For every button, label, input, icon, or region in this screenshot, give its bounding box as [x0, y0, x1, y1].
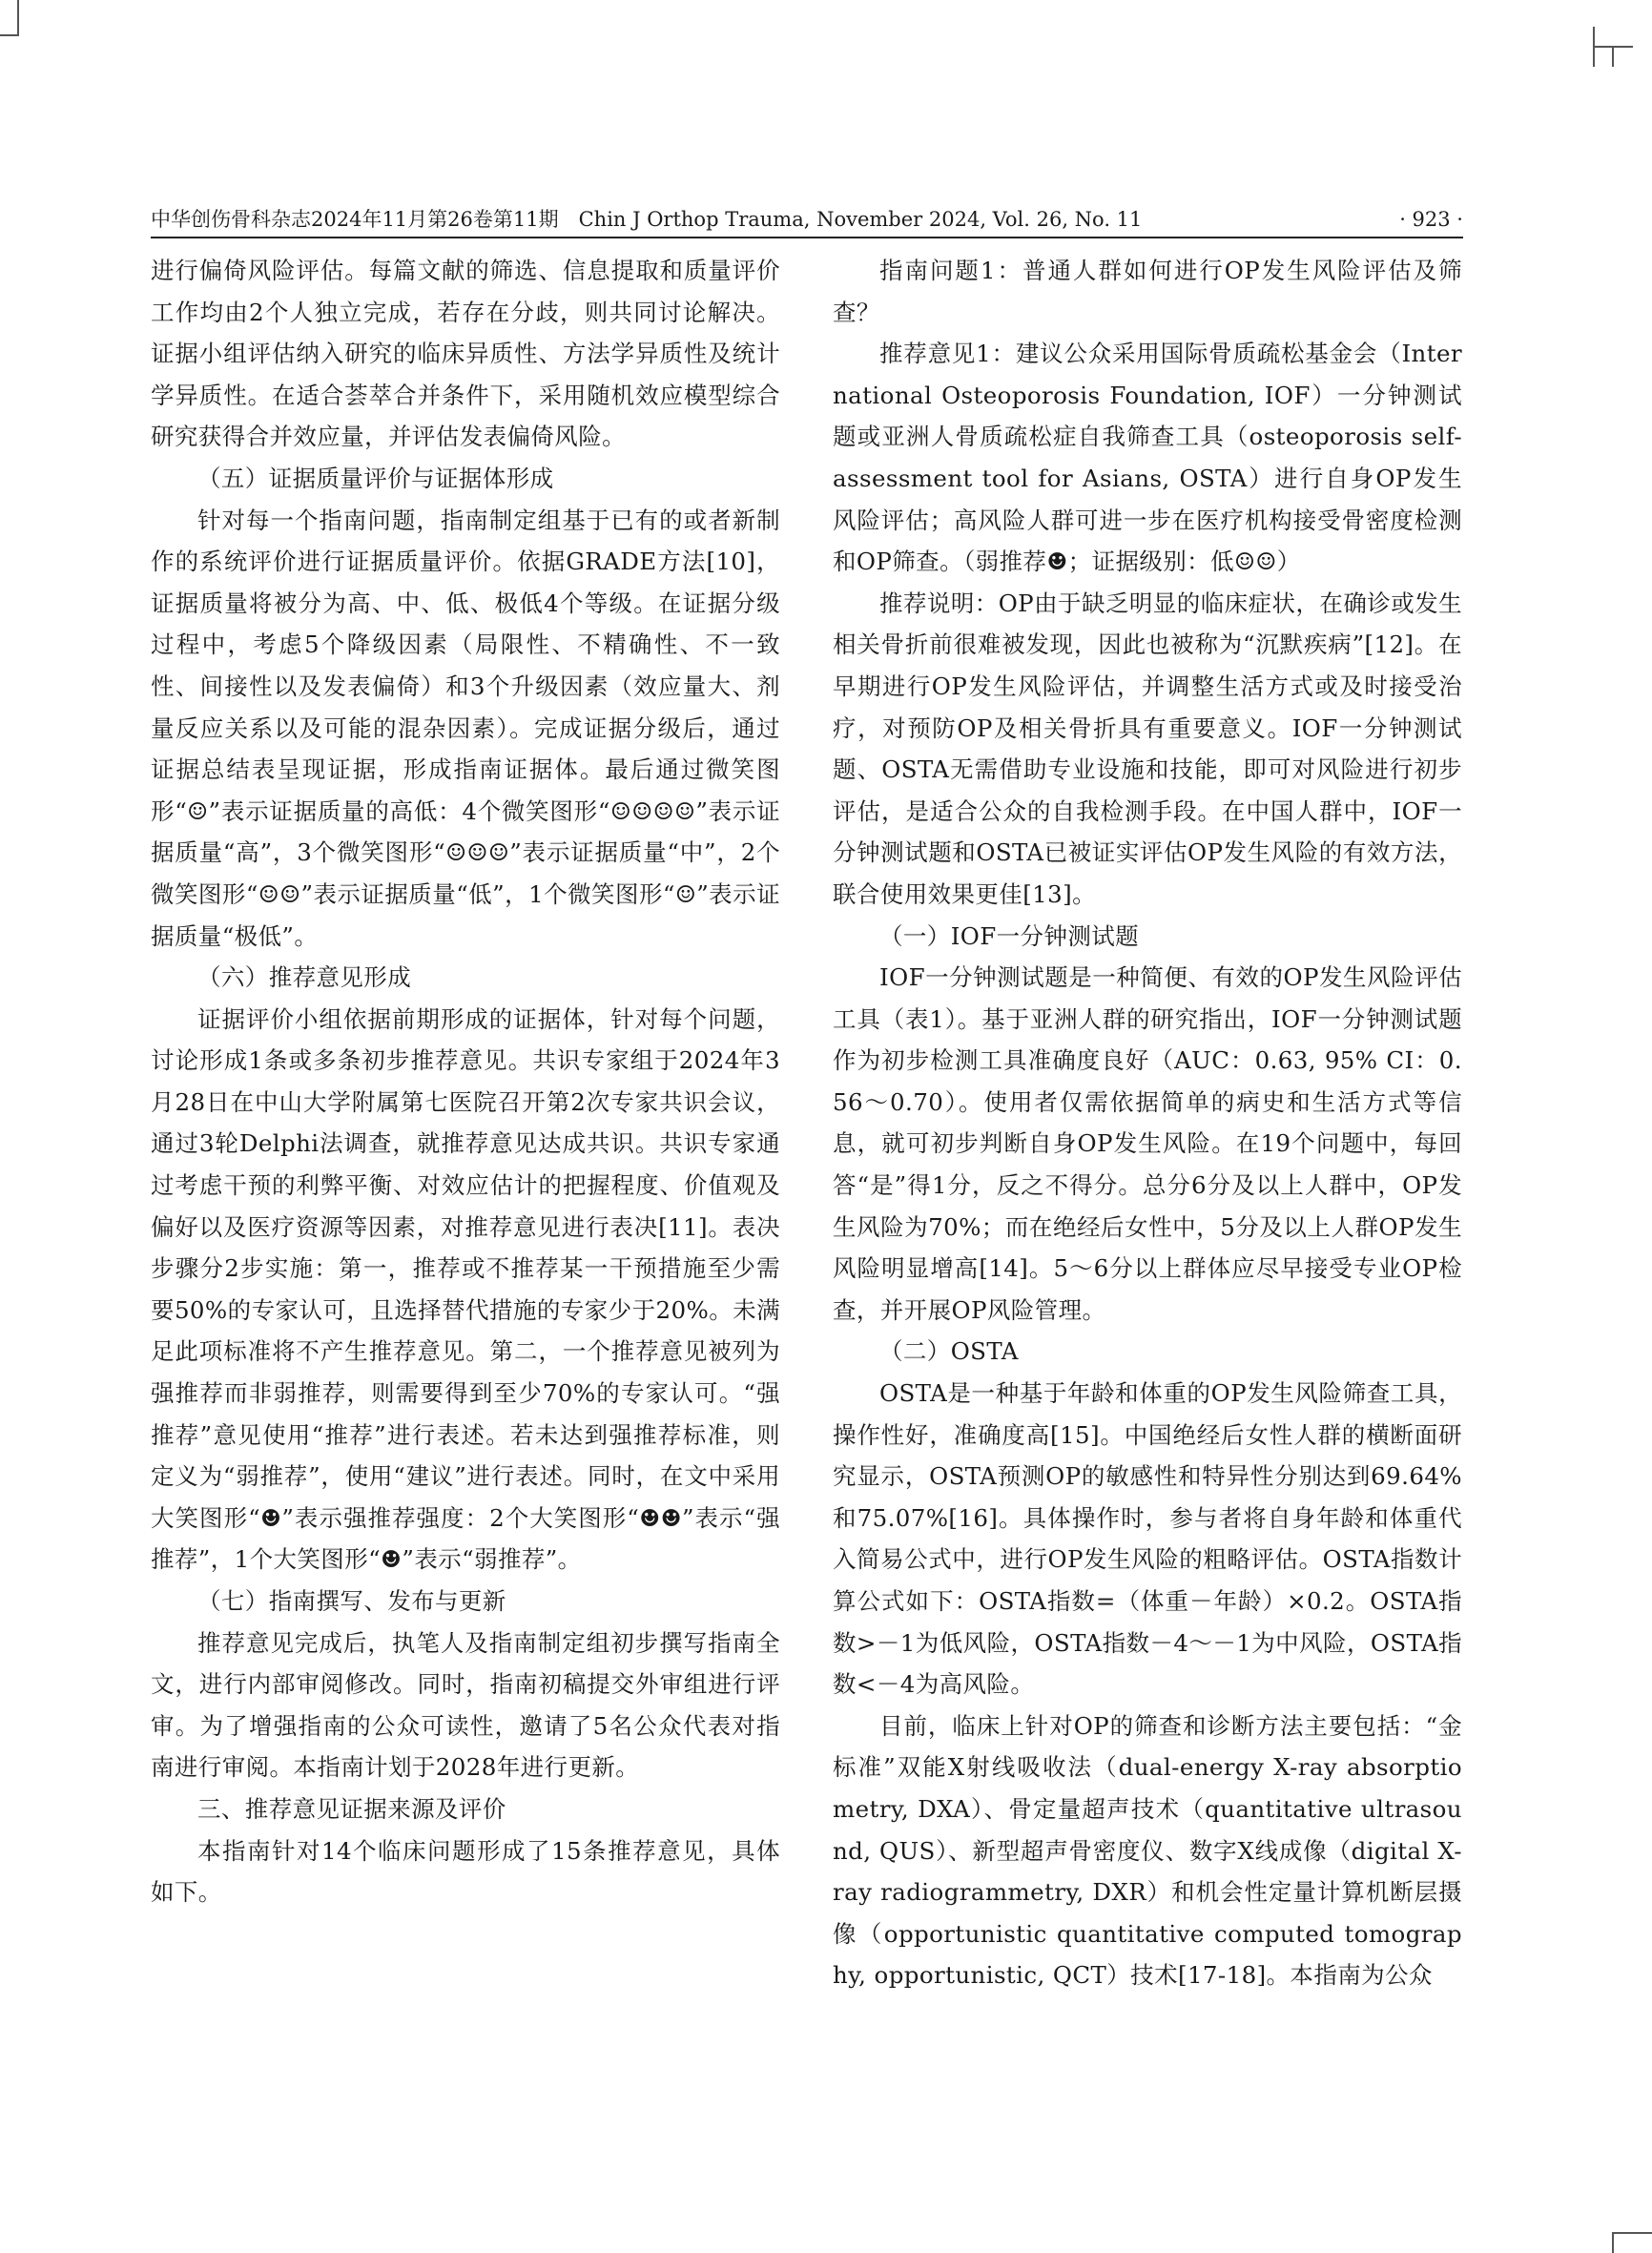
right-paragraph: OSTA是一种基于年龄和体重的OP发生风险筛查工具，操作性好，准确度高[15]。中国绝经后女性人群的横断面研究显示，OSTA预测OP的敏感性和特异性分别达到69.64%和75.07%[16]。具体操作时，参与者将自身年龄和体重代入简易公式中，进行OP发生风险的粗略评估。OSTA指数计算公式如下：OSTA指数=（体重－年龄）×0.2。OSTA指数>－1为低风险，OSTA指数－4～－1为中风险，OSTA指数<－4为高风险。	[833, 1379, 1462, 1699]
section-heading-evidence-sources: 三、推荐意见证据来源及评价	[197, 1794, 506, 1823]
journal-citation: 中华创伤骨科杂志2024年11月第26卷第11期 Chin J Orthop Trauma, November 2024, Vol. 26, No. 11	[151, 208, 1143, 231]
left-paragraph: 针对每一个指南问题，指南制定组基于已有的或者新制作的系统评价进行证据质量评价。依据GRADE方法[10]，证据质量将被分为高、中、低、极低4个等级。在证据分级过程中，考虑5个降级因素（局限性、不精确性、不一致性、间接性以及发表偏倚）和3个升级因素（效应量大、剂量反应关系以及可能的混杂因素）。完成证据分级后，通过证据总结表呈现证据，形成指南证据体。最后通过微笑图形“☺”表示证据质量的高低：4个微笑图形“☺☺☺☺”表示证据质量“高”，3个微笑图形“☺☺☺”表示证据质量“中”，2个微笑图形“☺☺”表示证据质量“低”，1个微笑图形“☺”表示证据质量“极低”。	[151, 506, 780, 950]
section-heading-osta: （二）OSTA	[879, 1337, 1019, 1366]
crop-mark-br-v	[1612, 2232, 1614, 2253]
page-number: · 923 ·	[1399, 208, 1463, 231]
right-paragraph: 目前，临床上针对OP的筛查和诊断方法主要包括：“金标准”双能X射线吸收法（dual-energy X-ray absorptiometry, DXA）、骨定量超声技术（quantitative ultrasound, QUS）、新型超声骨密度仪、数字X线成像（digital X-ray radiogrammetry, DXR）和机会性定量计算机断层摄像（opportunistic quantitative computed tomography, opportunistic, QCT）技术[17-18]。本指南为公众	[833, 1711, 1462, 1990]
running-header	[151, 200, 1463, 238]
section-heading-writing-publishing: （七）指南撰写、发布与更新	[197, 1587, 506, 1615]
recommendation-1: 推荐意见1：建议公众采用国际骨质疏松基金会（International Osteoporosis Foundation, IOF）一分钟测试题或亚洲人骨质疏松症自我筛查工具（osteoporosis self-assessment tool for Asians, OSTA）进行自身OP发生风险评估；高风险人群可进一步在医疗机构接受骨密度检测和OP筛查。（弱推荐☻；证据级别：低☺☺）	[833, 340, 1462, 576]
section-heading-iof: （一）IOF一分钟测试题	[879, 921, 1140, 950]
crop-mark-tl-v	[17, 0, 19, 36]
header-rule	[151, 237, 1463, 238]
left-paragraph: 本指南针对14个临床问题形成了15条推荐意见，具体如下。	[151, 1836, 780, 1907]
right-paragraph: IOF一分钟测试题是一种简便、有效的OP发生风险评估工具（表1）。基于亚洲人群的研究指出，IOF一分钟测试题作为初步检测工具准确度良好（AUC：0.63, 95% CI：0.56～0.70）。使用者仅需依据简单的病史和生活方式等信息，就可初步判断自身OP发生风险。在19个问题中，每回答“是”得1分，反之不得分。总分6分及以上人群中，OP发生风险为70%；而在绝经后女性中，5分及以上人群OP发生风险明显增高[14]。5～6分以上群体应尽早接受专业OP检查，并开展OP风险管理。	[833, 963, 1462, 1324]
section-heading-evidence-quality: （五）证据质量评价与证据体形成	[197, 464, 554, 492]
left-paragraph-continued: 进行偏倚风险评估。每篇文献的筛选、信息提取和质量评价工作均由2个人独立完成，若存在分歧，则共同讨论解决。证据小组评估纳入研究的临床异质性、方法学异质性及统计学异质性。在适合荟萃合并条件下，采用随机效应模型综合研究获得合并效应量，并评估发表偏倚风险。	[151, 257, 780, 451]
crop-mark-tl-h	[0, 34, 17, 36]
crop-mark-tr-v2	[1612, 46, 1614, 67]
left-paragraph: 推荐意见完成后，执笔人及指南制定组初步撰写指南全文，进行内部审阅修改。同时，指南初稿提交外审组进行评审。为了增强指南的公众可读性，邀请了5名公众代表对指南进行审阅。本指南计划于2028年进行更新。	[151, 1628, 780, 1782]
left-column	[151, 250, 780, 1913]
right-column	[833, 250, 1462, 1996]
recommendation-explanation: 推荐说明：OP由于缺乏明显的临床症状，在确诊或发生相关骨折前很难被发现，因此也被称为“沉默疾病”[12]。在早期进行OP发生风险评估，并调整生活方式或及时接受治疗，对预防OP及相关骨折具有重要意义。IOF一分钟测试题、OSTA无需借助专业设施和技能，即可对风险进行初步评估，是适合公众的自我检测手段。在中国人群中，IOF一分钟测试题和OSTA已被证实评估OP发生风险的有效方法，联合使用效果更佳[13]。	[833, 589, 1462, 908]
left-paragraph: 证据评价小组依据前期形成的证据体，针对每个问题，讨论形成1条或多条初步推荐意见。共识专家组于2024年3月28日在中山大学附属第七医院召开第2次专家共识会议，通过3轮Delphi法调查，就推荐意见达成共识。共识专家通过考虑干预的利弊平衡、对效应估计的把握程度、价值观及偏好以及医疗资源等因素，对推荐意见进行表决[11]。表决步骤分2步实施：第一，推荐或不推荐某一干预措施至少需要50%的专家认可，且选择替代措施的专家少于20%。未满足此项标准将不产生推荐意见。第二，一个推荐意见被列为强推荐而非弱推荐，则需要得到至少70%的专家认可。“强推荐”意见使用“推荐”进行表述。若未达到强推荐标准，则定义为“弱推荐”，使用“建议”进行表述。同时，在文中采用大笑图形“☻”表示强推荐强度：2个大笑图形“☻☻”表示“强推荐”，1个大笑图形“☻”表示“弱推荐”。	[151, 1004, 780, 1574]
guideline-question-1: 指南问题1：普通人群如何进行OP发生风险评估及筛查？	[833, 257, 1462, 326]
section-heading-recommendation-formation: （六）推荐意见形成	[197, 963, 412, 992]
crop-mark-br-h	[1612, 2232, 1652, 2234]
